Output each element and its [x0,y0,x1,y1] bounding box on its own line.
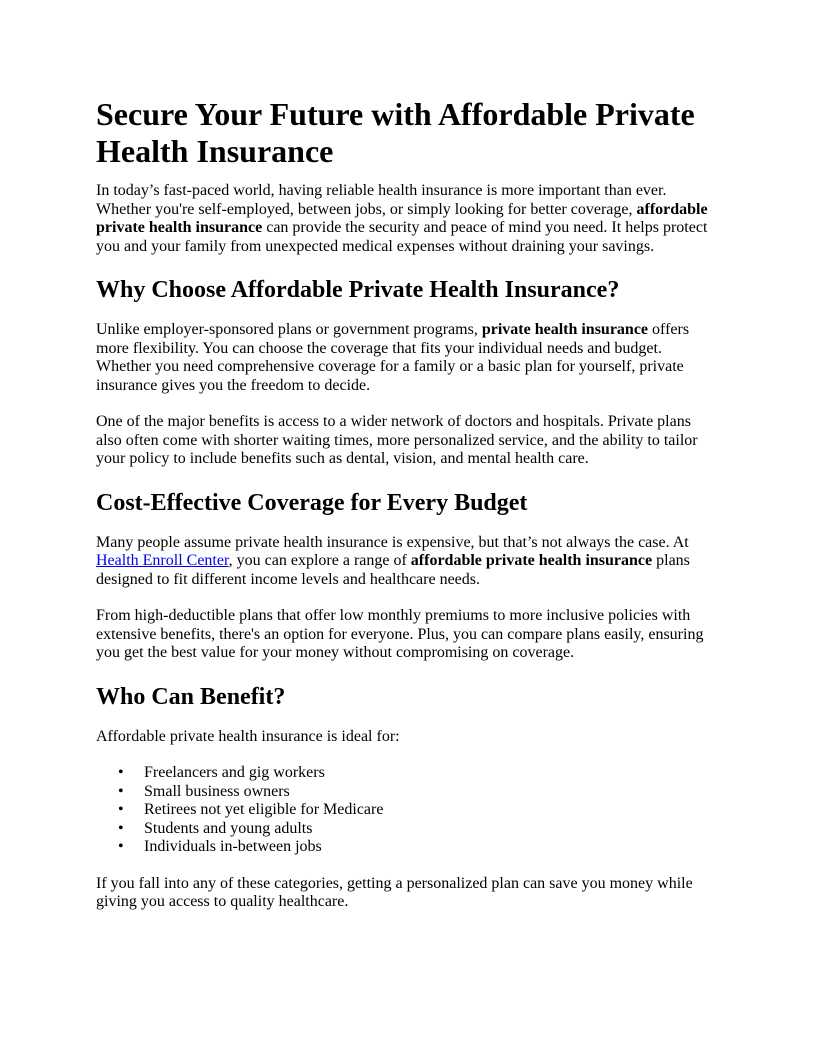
list-item: • Freelancers and gig workers [118,764,325,781]
why-bold-phrase: private health insurance [481,321,649,338]
list-item: • Students and young adults [118,819,313,837]
list-item: • Small business owners [118,782,290,800]
page-title [96,96,720,170]
who-closing: If you fall into any of these categories, getting a personalized plan can save you money while giving you access to quality healthcare. [96,874,693,910]
bullet-icon: • [118,764,124,781]
why-heading: Why Choose Affordable Private Health Insurance? [96,277,620,303]
why-paragraph-1: Unlike employer-sponsored plans or government programs, private health insurance offers more flexibility. You can choose the coverage that fits your individual needs and budget. Whether you need comprehensive coverage for a family or a basic plan for yourself, private insurance gives you the freedom to decide. [96,321,690,394]
list-item: • Individuals in-between jobs [118,838,322,855]
intro-bold-phrase: affordable private health insurance [96,200,708,236]
bullet-icon: • [118,782,124,800]
cost-heading: Cost-Effective Coverage for Every Budget [96,489,528,516]
health-enroll-center-link[interactable]: Health Enroll Center [96,552,229,569]
cost-paragraph-1: Many people assume private health insurance is expensive, but that’s not always the case. At Health Enroll Center, you can explore a range of affordable private health insurance plans designed to fit different income levels and healthcare needs. [96,533,690,588]
who-intro: Affordable private health insurance is ideal for: [96,727,400,745]
bullet-icon: • [118,801,124,818]
intro-paragraph: In today’s fast-paced world, having reliable health insurance is more important than ever. Whether you're self-employed, between jobs, or simply looking for better coverage, affordable private health insurance can provide the security and peace of mind you need. It helps protect you and your family from unexpected medical expenses without draining your savings. [96,182,708,255]
bullet-icon: • [118,819,124,837]
who-heading: Who Can Benefit? [96,683,286,710]
cost-bold-phrase: affordable private health insurance [410,552,653,569]
bullet-icon: • [118,838,124,855]
page-title-line-1: Secure Your Future with Affordable Private [96,96,695,132]
cost-paragraph-2: From high-deductible plans that offer low monthly premiums to more inclusive policies with extensive benefits, there's an option for everyone. Plus, you can compare plans easily, ensuring you get the best value for your money without compromising on coverage. [96,607,704,661]
list-item: • Retirees not yet eligible for Medicare [118,801,384,818]
beneficiary-list [96,764,720,857]
document-page [96,96,720,930]
why-paragraph-2: One of the major benefits is access to a wider network of doctors and hospitals. Private plans also often come with shorter waiting times, more personalized service, and the ability to tailor your policy to include benefits such as dental, vision, and mental health care. [96,413,698,467]
page-title-line-2: Health Insurance [96,133,334,169]
